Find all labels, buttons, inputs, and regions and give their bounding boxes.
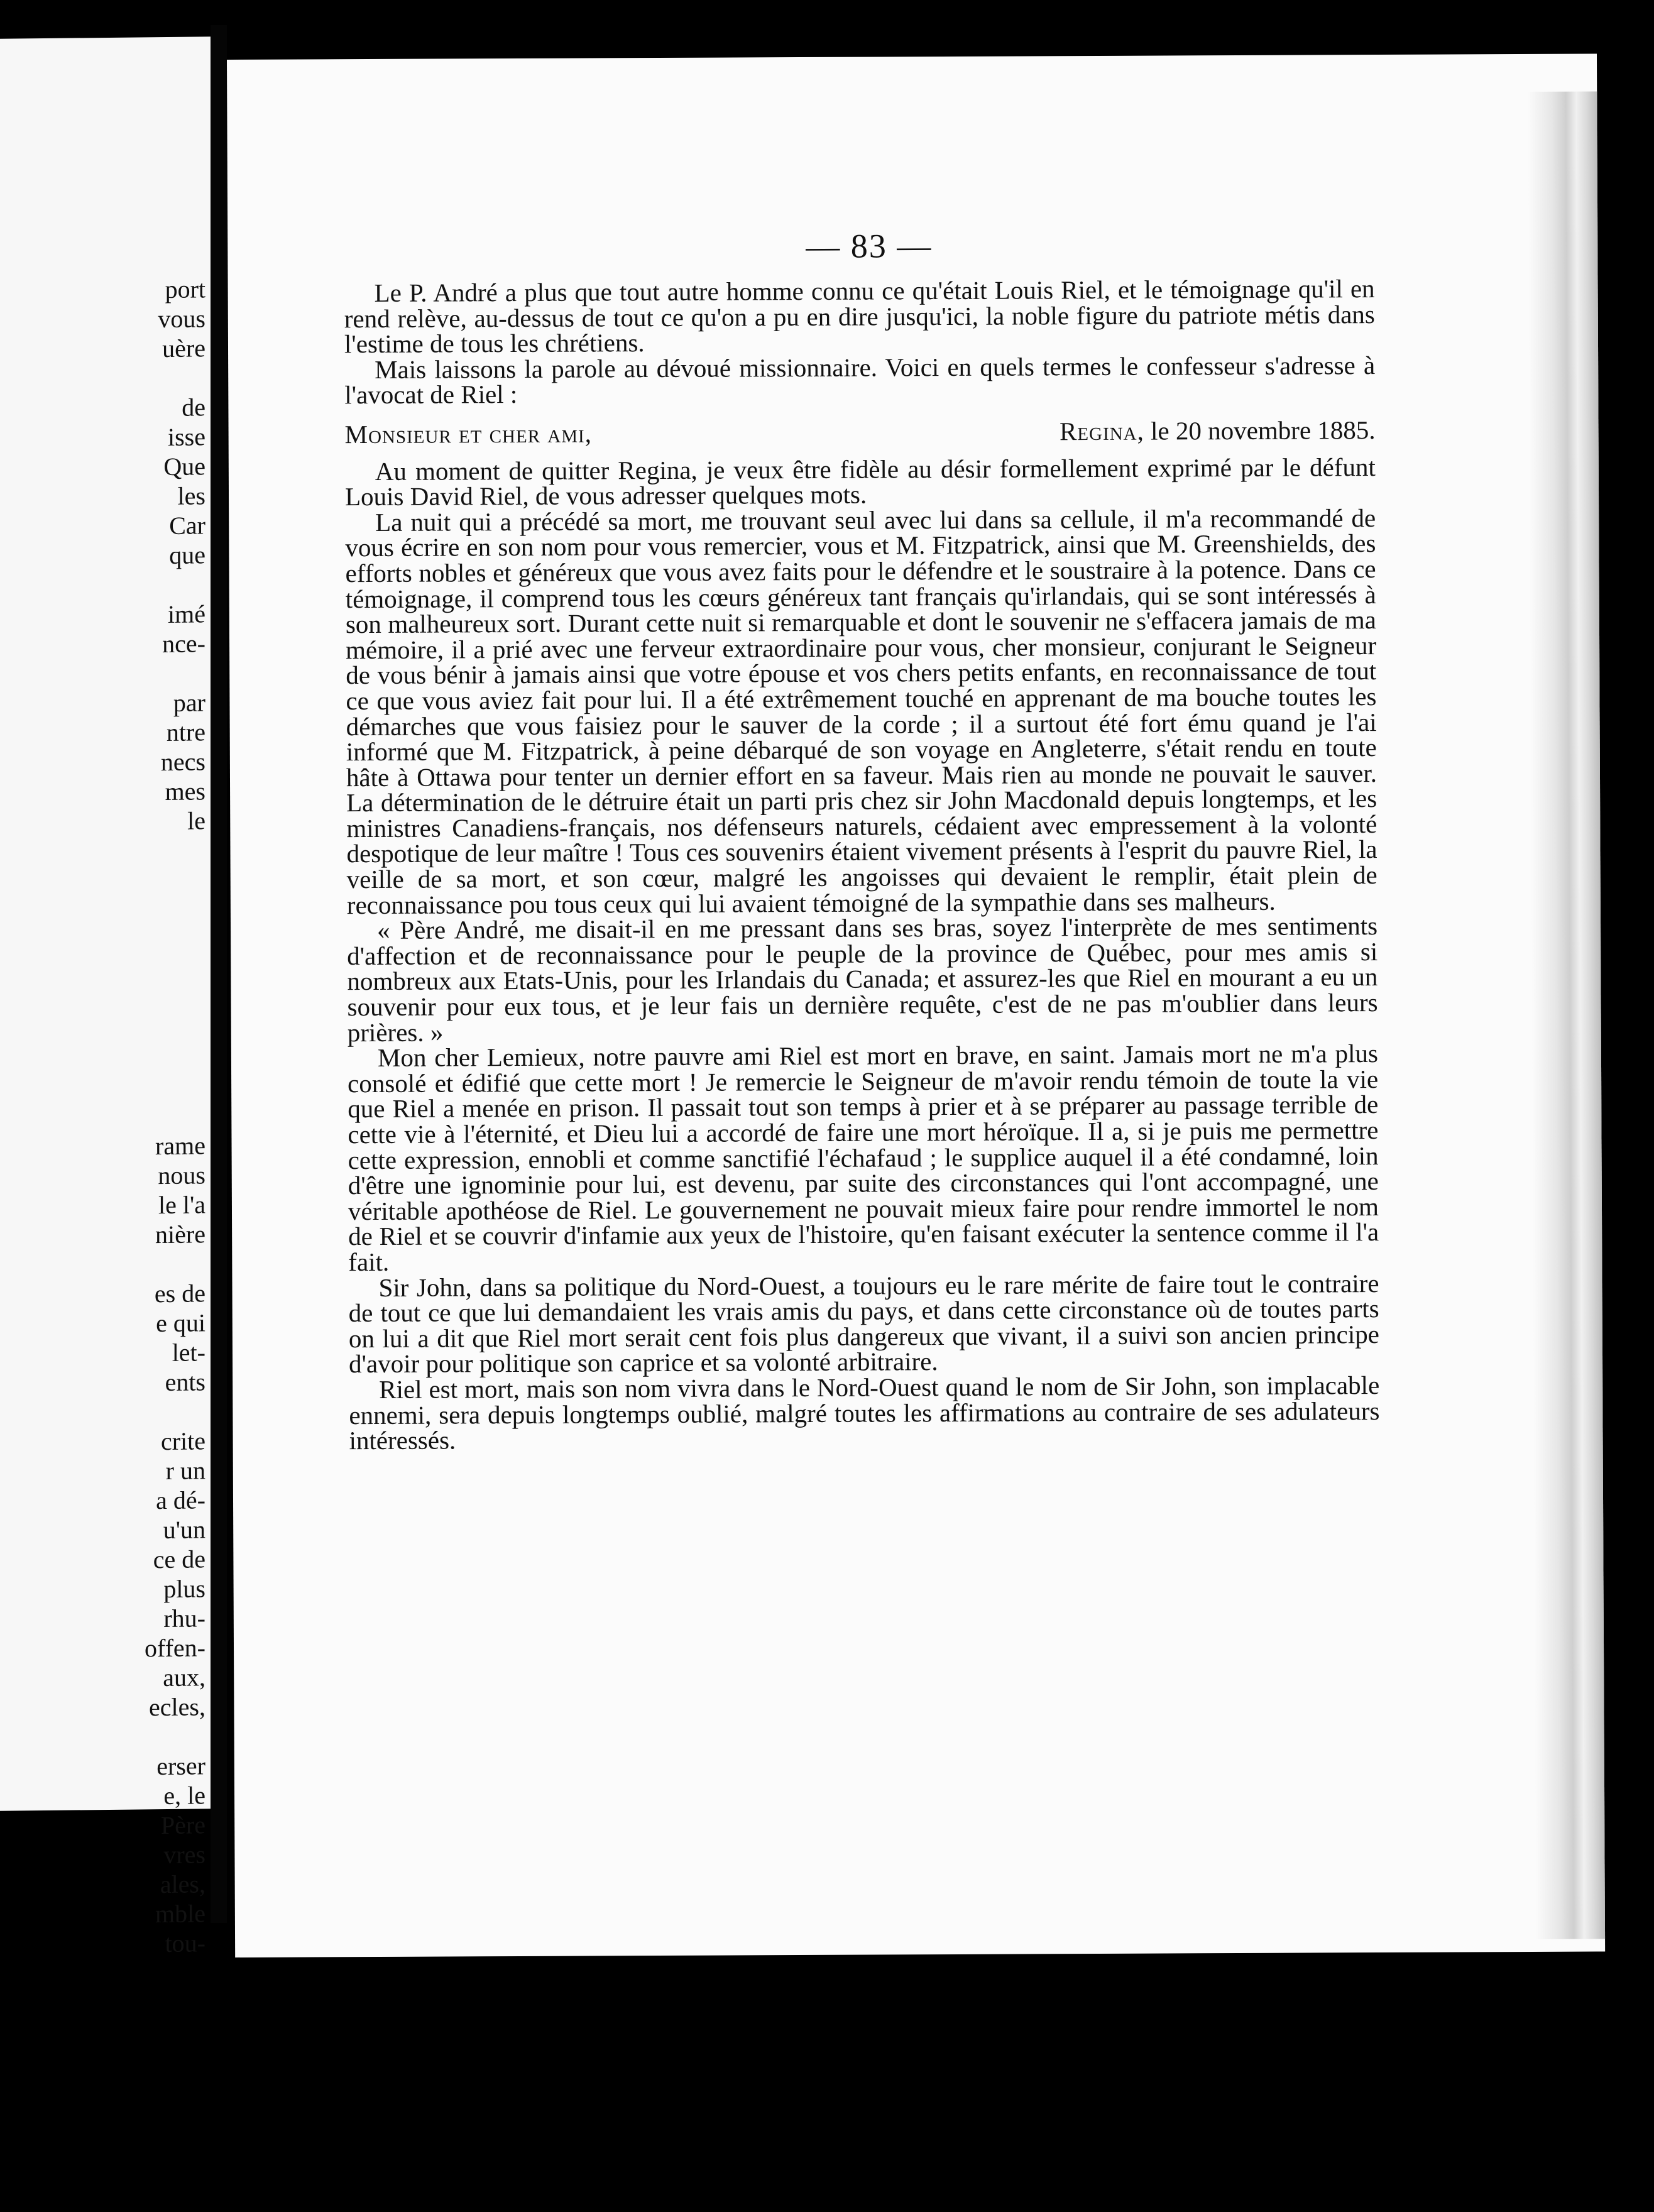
left-page-fragment: le xyxy=(187,806,205,835)
left-page-fragment: isse xyxy=(168,422,205,451)
left-page-fragment: port xyxy=(165,275,205,304)
left-page-fragment: ents xyxy=(165,1367,205,1397)
left-page-fragment: e, le xyxy=(163,1781,205,1810)
left-page-fragment: nous xyxy=(158,1161,205,1190)
left-page-fragment: par xyxy=(173,688,205,717)
left-page-fragment: aux, xyxy=(163,1663,205,1692)
letter-paragraph: Sir John, dans sa politique du Nord-Ouest, a toujours eu le rare mérite de faire tout le contraire de tout ce que lui demandaient les vrais amis du pays, et dans cette circonstance où de toutes parts on lui a dit que Riel mort serait cent fois plus dangereux que vivant, il a suivi son ancien principe d'avoir pour politique son caprice et sa volonté arbitraire. xyxy=(348,1268,1379,1379)
left-page xyxy=(0,36,212,1958)
left-page-fragment: ntre xyxy=(166,718,205,747)
left-page-fragment: Que xyxy=(163,452,205,481)
left-page-fragment: nce- xyxy=(162,629,205,659)
left-page-fragment: let- xyxy=(172,1338,205,1367)
date: le 20 novembre 1885. xyxy=(1150,415,1376,446)
left-page-text-fragments xyxy=(0,275,211,1958)
letter-header xyxy=(345,417,1376,447)
left-page-fragment: offen- xyxy=(145,1633,205,1663)
left-page-fragment: uère xyxy=(162,334,205,363)
dateline xyxy=(1060,417,1376,444)
left-page-fragment: u'un xyxy=(163,1515,205,1545)
left-page-fragment: de xyxy=(182,393,205,422)
left-page-fragment: e qui xyxy=(156,1308,205,1338)
left-page-fragment: le l'a xyxy=(158,1190,205,1220)
left-page-fragment: erser xyxy=(156,1751,205,1781)
left-page-fragment: tou- xyxy=(165,1929,205,1958)
letter-paragraph: « Père André, me disait-il en me pressant dans ses bras, soyez l'interprète de mes sentiments d'affection et de reconnaissance pour le peuple de la province de Québec, pour mes amis si nombreux aux Etats-Unis, pour les Irlandais du Canada; et assurez-les que Riel en mourant a eu un souvenir pour eux tous, et je leur fais un dernière requête, c'est de ne pas m'oublier dans leurs prières. » xyxy=(347,911,1378,1047)
left-page-fragment: es de xyxy=(154,1279,205,1308)
page-edge xyxy=(1528,91,1605,1939)
left-page-fragment: que xyxy=(169,540,205,569)
letter-paragraph: Mon cher Lemieux, notre pauvre ami Riel est mort en brave, en saint. Jamais mort ne m'a plus consolé et édifié que cette mort ! Je remercie le Seigneur de m'avoir rendu témoin de toute la vie que Riel a menée en prison. Il passait tout son temps à prier et à se préparer au passage terrible de cette vie à l'éternité, et Dieu lui a accordé de faire une mort héroïque. Il a, si je puis me permettre cette expression, ennobli et comme sanctifié l'échafaud ; le supplice auquel il a été condamné, loin d'être une ignominie pour lui, est devenu, par suite des circonstances qui l'ont accompagné, une véritable apothéose de Riel. Le gouvernement ne pouvait mieux faire pour rendre immortel le nom de Riel et se couvrir d'infamie aux yeux de l'histoire, qu'en faisant exécuter la sentence comme il l'a fait. xyxy=(348,1039,1379,1277)
left-page-fragment: ales, xyxy=(160,1870,205,1899)
page-body xyxy=(344,276,1380,1454)
left-page-fragment: vres xyxy=(163,1840,205,1870)
left-page-fragment: Car xyxy=(169,511,205,540)
intro-paragraph: Le P. André a plus que tout autre homme connu ce qu'était Louis Riel, et le témoignage qu'il en rend relève, au-dessus de tout ce qu'on a pu en dire jusqu'ici, la noble figure du patriote métis dans l'estime de tous les chrétiens. xyxy=(344,274,1375,359)
page-number: — 83 — xyxy=(806,227,933,265)
left-page-fragment: plus xyxy=(163,1574,205,1604)
left-page-fragment: les xyxy=(177,481,205,510)
left-page-fragment: Père xyxy=(160,1810,205,1840)
letter-paragraph: La nuit qui a précédé sa mort, me trouvant seul avec lui dans sa cellule, il m'a recommandé de vous écrire en son nom pour vous remercier, vous et M. Fitzpatrick, ainsi que M. Greenshields, des efforts nobles et généreux que vous avez faits pour le défendre et le soustraire à la potence. Dans ce témoignage, il comprend tous les cœurs généreux tant français qu'irlandais, qui se sont intéressés à son malheureux sort. Durant cette nuit si remarquable et dont le souvenir ne s'effacera jamais de ma mémoire, il a prié avec une ferveur extraordinaire pour vous, cher monsieur, conjurant le Seigneur de vous bénir à jamais ainsi que votre épouse et vos chers petits enfants, en reconnaissance de tout ce que vous aviez fait pour lui. Il a été extrêmement touché en apprenant de ma bouche toutes les démarches que vous faisiez pour le sauver de la corde ; il a surtout été fort ému quand je l'ai informé que M. Fitzpatrick, à peine débarqué de son voyage en Angleterre, s'était rendu en toute hâte à Ottawa pour tenter un dernier effort en sa faveur. Mais rien au monde ne pouvait le sauver. La détermination de le détruire était un parti pris chez sir John Macdonald depuis longtemps, et les ministres Canadiens-français, nos défenseurs naturels, cédaient avec empressement à la volonté despotique de leur maître ! Tous ces souvenirs étaient vivement présents à l'esprit du pauvre Riel, la veille de sa mort, et son cœur, malgré les angoisses qui devaient le remplir, était plein de reconnaissance pou tous ceux qui lui avaient témoigné de la sympathie dans ses malheurs. xyxy=(345,503,1377,919)
left-page-fragment: mble xyxy=(155,1899,205,1929)
left-page-fragment: vous xyxy=(158,304,205,334)
left-page-fragment: imé xyxy=(168,600,205,628)
left-page-fragment: crite xyxy=(160,1426,205,1456)
letter-paragraph: Riel est mort, mais son nom vivra dans le Nord-Ouest quand le nom de Sir John, son implacable ennemi, sera depuis longtemps oublié, malgré toutes les affirmations au contraire de ses adulateurs intéressés. xyxy=(349,1370,1380,1455)
left-page-fragment: rame xyxy=(155,1131,205,1161)
left-page-fragment: nière xyxy=(155,1220,205,1249)
left-page-fragment: r un xyxy=(165,1456,205,1486)
letter-paragraph: Au moment de quitter Regina, je veux être fidèle au désir formellement exprimé par le défunt Louis David Riel, de vous adresser quelques mots. xyxy=(344,452,1376,512)
intro-paragraph: Mais laissons la parole au dévoué missionnaire. Voici en quels termes le confesseur s'adresse à l'avocat de Riel : xyxy=(344,350,1376,410)
salutation: Monsieur et cher ami, xyxy=(344,419,592,449)
date-place: Regina, xyxy=(1059,416,1144,446)
right-page xyxy=(227,53,1605,1957)
left-page-fragment: mes xyxy=(165,777,205,806)
left-page-fragment: rhu- xyxy=(163,1604,205,1633)
left-page-fragment: ecles, xyxy=(149,1692,205,1722)
book-spine xyxy=(211,25,227,1923)
left-page-fragment: a dé- xyxy=(156,1486,205,1515)
left-page-fragment: ce de xyxy=(153,1545,205,1574)
left-page-fragment: necs xyxy=(160,747,205,777)
